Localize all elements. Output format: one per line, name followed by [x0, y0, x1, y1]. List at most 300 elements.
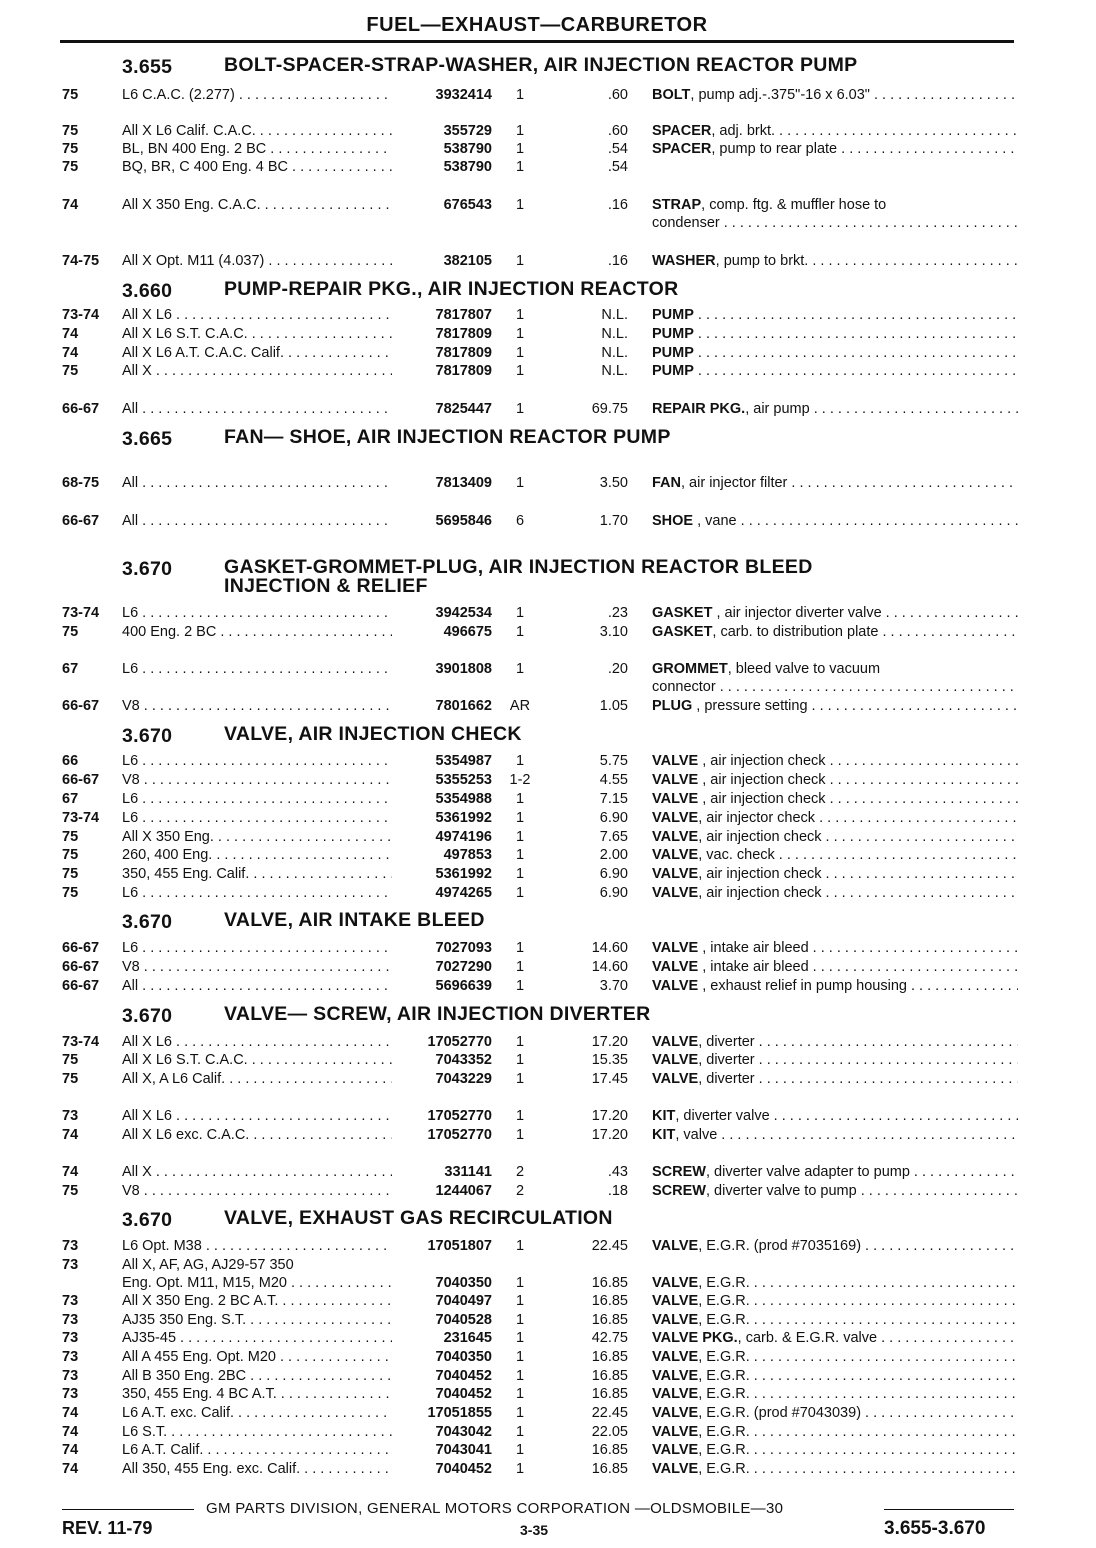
application: All X L6 . . .: [122, 1107, 392, 1126]
part-number: 5354988: [435, 791, 492, 807]
part-number: 17051807: [427, 1238, 492, 1254]
description-name: VALVE: [652, 810, 699, 826]
quantity: 1: [515, 475, 525, 491]
table-row: [62, 86, 1018, 105]
price: 69.75: [591, 401, 628, 417]
description-detail: , air injector diverter valve: [712, 605, 882, 621]
application: L6 Opt. M38 . . .: [122, 1237, 392, 1256]
section-heading: [62, 1209, 1022, 1239]
description-detail: , air injection check: [698, 791, 826, 807]
application: Eng. Opt. M11, M15, M20 . . .: [122, 1274, 392, 1293]
description-name: REPAIR PKG.: [652, 401, 746, 417]
table-row: [62, 1070, 1018, 1089]
section-title: VALVE, AIR INTAKE BLEED: [224, 909, 485, 931]
description-name: VALVE: [652, 959, 699, 975]
part-number: 676543: [443, 197, 492, 213]
part-number: 496675: [443, 624, 492, 640]
description-name: STRAP: [652, 197, 702, 213]
description: [652, 1274, 1018, 1293]
part-number: 7040497: [435, 1293, 492, 1309]
price: 5.75: [599, 753, 628, 769]
application: L6 . . .: [122, 604, 392, 623]
description: [652, 1126, 1018, 1145]
description-name: PLUG: [652, 698, 693, 714]
description-detail: , comp. ftg. & muffler hose to: [701, 197, 887, 213]
part-number: 3932414: [435, 87, 492, 103]
application: L6 C.A.C. (2.277) . . .: [122, 86, 392, 105]
quantity: 1: [515, 1127, 525, 1143]
part-number: 7040452: [435, 1386, 492, 1402]
model-year: 75: [62, 847, 79, 863]
application: AJ35 350 Eng. S.T. . . .: [122, 1311, 392, 1330]
description: [652, 474, 1018, 493]
part-number: 7043042: [435, 1424, 492, 1440]
model-year: 73: [62, 1386, 79, 1402]
table-row: [62, 809, 1018, 828]
application: L6 A.T. Calif. . . .: [122, 1441, 392, 1460]
table-row: [62, 865, 1018, 884]
quantity: 1: [515, 326, 525, 342]
section-number: 3.665: [122, 428, 173, 450]
price: .60: [607, 123, 628, 139]
table-row: [62, 697, 1018, 716]
description-detail: , air injection check: [698, 753, 826, 769]
description: [652, 344, 1018, 363]
description-detail: , E.G.R.: [698, 1312, 750, 1328]
part-number: 4974196: [435, 829, 492, 845]
quantity: 6: [515, 513, 525, 529]
price: 17.20: [591, 1127, 628, 1143]
description-detail: , diverter valve adapter to pump: [705, 1164, 910, 1180]
price: 2.00: [599, 847, 628, 863]
price: 16.85: [591, 1368, 628, 1384]
part-number: 538790: [443, 159, 492, 175]
description-detail: connector: [652, 679, 716, 695]
part-number: 3942534: [435, 605, 492, 621]
quantity: 1: [515, 87, 525, 103]
application: All X 350 Eng. . . .: [122, 828, 392, 847]
description-name: VALVE: [652, 1293, 699, 1309]
part-number: 7027093: [435, 940, 492, 956]
description-name: KIT: [652, 1127, 676, 1143]
quantity: 1: [515, 253, 525, 269]
price: 1.05: [599, 698, 628, 714]
section-title: VALVE, AIR INJECTION CHECK: [224, 723, 522, 745]
model-year: 73-74: [62, 1034, 100, 1050]
description-detail: , diverter: [698, 1071, 755, 1087]
table-row: [62, 214, 1018, 233]
part-number: 497853: [443, 847, 492, 863]
application: 260, 400 Eng. . . .: [122, 846, 392, 865]
description-detail: , diverter: [698, 1034, 755, 1050]
quantity: 1: [515, 1275, 525, 1291]
model-year: 73: [62, 1293, 79, 1309]
price: 7.65: [599, 829, 628, 845]
section-number: 3.670: [122, 1209, 173, 1231]
table-row: [62, 362, 1018, 381]
price: 16.85: [591, 1275, 628, 1291]
table-row: [62, 140, 1018, 159]
description-detail: condenser: [652, 215, 720, 231]
model-year: 74: [62, 345, 79, 361]
application: All A 455 Eng. Opt. M20 . . .: [122, 1348, 392, 1367]
model-year: 73: [62, 1312, 79, 1328]
price: 16.85: [591, 1349, 628, 1365]
description: [652, 1460, 1018, 1479]
table-row: [62, 1423, 1018, 1442]
price: N.L.: [601, 307, 628, 323]
table-row: [62, 306, 1018, 325]
quantity: 1: [515, 1293, 525, 1309]
part-number: 5696639: [435, 978, 492, 994]
quantity: 1: [515, 791, 525, 807]
description-name: PUMP: [652, 363, 694, 379]
description-detail: , E.G.R.: [698, 1442, 750, 1458]
table-row: [62, 1329, 1018, 1348]
price: 17.20: [591, 1108, 628, 1124]
description-detail: , E.G.R.: [698, 1349, 750, 1365]
description: [652, 1385, 1018, 1404]
quantity: 1: [515, 307, 525, 323]
price: .23: [607, 605, 628, 621]
description: [652, 306, 1018, 325]
quantity: 1: [515, 1424, 525, 1440]
quantity: 1: [515, 1071, 525, 1087]
description-name: VALVE: [652, 1071, 699, 1087]
part-number: 7040350: [435, 1275, 492, 1291]
page-header: FUEL—EXHAUST—CARBURETOR: [366, 14, 708, 36]
price: 22.45: [591, 1238, 628, 1254]
price: .16: [607, 197, 628, 213]
model-year: 66-67: [62, 978, 100, 994]
footer-rule-right: [884, 1509, 1014, 1510]
description: [652, 1237, 1018, 1256]
table-row: [62, 1311, 1018, 1330]
model-year: 66-67: [62, 698, 100, 714]
section-number: 3.670: [122, 911, 173, 933]
description: [652, 977, 1018, 996]
description-detail: , air injector filter: [681, 475, 788, 491]
description-detail: , vane: [693, 513, 737, 529]
part-number: 5695846: [435, 513, 492, 529]
table-row: [62, 1292, 1018, 1311]
model-year: 75: [62, 885, 79, 901]
table-row: [62, 400, 1018, 419]
application: 350, 455 Eng. 4 BC A.T. . . .: [122, 1385, 392, 1404]
price: 7.15: [599, 791, 628, 807]
model-year: 73-74: [62, 307, 100, 323]
table-row: [62, 678, 1018, 697]
part-number: 7817809: [435, 345, 492, 361]
application: L6 . . .: [122, 752, 392, 771]
description-detail: , E.G.R. (prod #7035169): [698, 1238, 862, 1254]
part-number: 7817809: [435, 326, 492, 342]
application: 350, 455 Eng. Calif. . . .: [122, 865, 392, 884]
table-row: [62, 252, 1018, 271]
model-year: 66: [62, 753, 79, 769]
price: 16.85: [591, 1461, 628, 1477]
part-number: 7817809: [435, 363, 492, 379]
application: 400 Eng. 2 BC . . .: [122, 623, 392, 642]
section-number: 3.670: [122, 558, 173, 580]
description-detail: , air injection check: [698, 772, 826, 788]
description-detail: , pump adj.-.375"-16 x 6.03": [690, 87, 870, 103]
description-name: VALVE: [652, 1405, 699, 1421]
description-name: VALVE: [652, 866, 699, 882]
model-year: 75: [62, 866, 79, 882]
quantity: 1: [515, 605, 525, 621]
description-detail: , pump to brkt.: [715, 253, 809, 269]
description: [652, 1423, 1018, 1442]
quantity: 1: [515, 1461, 525, 1477]
description-name: PUMP: [652, 307, 694, 323]
description-name: VALVE: [652, 1275, 699, 1291]
footer-rule-left: [62, 1509, 194, 1510]
price: .54: [607, 141, 628, 157]
model-year: 74: [62, 1424, 79, 1440]
section-title: GASKET-GROMMET-PLUG, AIR INJECTION REACTOR BLEED INJECTION & RELIEF: [224, 556, 813, 597]
part-number: 5361992: [435, 810, 492, 826]
model-year: 73-74: [62, 810, 100, 826]
description-name: VALVE: [652, 847, 699, 863]
part-number: 3901808: [435, 661, 492, 677]
description-detail: , carb. to distribution plate: [712, 624, 879, 640]
model-year: 67: [62, 791, 79, 807]
application: BL, BN 400 Eng. 2 BC . . .: [122, 140, 392, 159]
part-number: 5354987: [435, 753, 492, 769]
model-year: 74: [62, 1127, 79, 1143]
price: .18: [607, 1183, 628, 1199]
quantity: 1: [515, 1349, 525, 1365]
description: [652, 512, 1018, 531]
model-year: 66-67: [62, 940, 100, 956]
section-number: 3.670: [122, 725, 173, 747]
quantity: 1: [515, 141, 525, 157]
model-year: 73-74: [62, 605, 100, 621]
model-year: 74-75: [62, 253, 100, 269]
table-row: [62, 1404, 1018, 1423]
description: [652, 86, 1018, 105]
quantity: 1: [515, 940, 525, 956]
description-name: VALVE: [652, 1461, 699, 1477]
description: [652, 604, 1018, 623]
table-row: [62, 884, 1018, 903]
part-number: 5355253: [435, 772, 492, 788]
model-year: 73: [62, 1368, 79, 1384]
application: All X 350 Eng. 2 BC A.T. . . .: [122, 1292, 392, 1311]
part-number: 7043352: [435, 1052, 492, 1068]
application: V8 . . .: [122, 697, 392, 716]
description-name: VALVE: [652, 940, 699, 956]
description: [652, 196, 1018, 215]
description-detail: , E.G.R.: [698, 1386, 750, 1402]
quantity: 1: [515, 345, 525, 361]
model-year: 74: [62, 197, 79, 213]
model-year: 66-67: [62, 772, 100, 788]
description: [652, 1404, 1018, 1423]
table-row: [62, 1051, 1018, 1070]
application: All X, AF, AG, AJ29-57 350: [122, 1257, 294, 1273]
table-row: [62, 623, 1018, 642]
model-year: 75: [62, 1052, 79, 1068]
section-title: BOLT-SPACER-STRAP-WASHER, AIR INJECTION REACTOR PUMP: [224, 54, 858, 76]
application: All X L6 S.T. C.A.C. . . .: [122, 1051, 392, 1070]
model-year: 73: [62, 1349, 79, 1365]
model-year: 75: [62, 1071, 79, 1087]
description-name: VALVE: [652, 772, 699, 788]
description: [652, 1051, 1018, 1070]
description: [652, 1070, 1018, 1089]
application: All X L6 Calif. C.A.C. . . .: [122, 122, 392, 141]
section-heading: [62, 725, 1022, 755]
description: [652, 678, 1018, 697]
model-year: 66-67: [62, 513, 100, 529]
application: All B 350 Eng. 2BC . . .: [122, 1367, 392, 1386]
description: [652, 122, 1018, 141]
table-row: [62, 344, 1018, 363]
table-row: [62, 1367, 1018, 1386]
part-number: 355729: [443, 123, 492, 139]
description-name: VALVE: [652, 1034, 699, 1050]
model-year: 74: [62, 1405, 79, 1421]
quantity: 1: [515, 885, 525, 901]
model-year: 75: [62, 624, 79, 640]
description: [652, 1329, 1018, 1348]
revision-date: REV. 11-79: [62, 1518, 153, 1538]
description-detail: , diverter valve: [675, 1108, 770, 1124]
table-row: [62, 1163, 1018, 1182]
quantity: 1: [515, 1034, 525, 1050]
part-number: 7040452: [435, 1368, 492, 1384]
price: 14.60: [591, 959, 628, 975]
price: 16.85: [591, 1386, 628, 1402]
description-name: BOLT: [652, 87, 691, 103]
application: L6 A.T. exc. Calif. . . .: [122, 1404, 392, 1423]
section-number: 3.660: [122, 280, 173, 302]
model-year: 74: [62, 1164, 79, 1180]
section-heading: [62, 428, 1022, 458]
table-row: [62, 1385, 1018, 1404]
table-row: [62, 828, 1018, 847]
table-row: [62, 604, 1018, 623]
section-number: 3.670: [122, 1005, 173, 1027]
description: [652, 140, 1018, 159]
header-rule: [60, 40, 1014, 43]
price: N.L.: [601, 326, 628, 342]
table-row: [62, 846, 1018, 865]
description-name: VALVE: [652, 1386, 699, 1402]
table-row: [62, 1441, 1018, 1460]
quantity: 1: [515, 753, 525, 769]
table-row: [62, 512, 1018, 531]
application: All X L6 exc. C.A.C. . . .: [122, 1126, 392, 1145]
application: L6 . . .: [122, 660, 392, 679]
part-number: 17052770: [427, 1108, 492, 1124]
application: All . . .: [122, 400, 392, 419]
page-number: 3-35: [520, 1522, 549, 1538]
description-detail: , E.G.R. (prod #7043039): [698, 1405, 862, 1421]
quantity: AR: [509, 698, 531, 714]
description-name: SCREW: [652, 1183, 706, 1199]
price: 3.10: [599, 624, 628, 640]
model-year: 75: [62, 363, 79, 379]
price: 3.70: [599, 978, 628, 994]
quantity: 1: [515, 159, 525, 175]
model-year: 75: [62, 123, 79, 139]
description-name: GASKET: [652, 605, 713, 621]
table-row: [62, 1460, 1018, 1479]
description-name: VALVE: [652, 1052, 699, 1068]
description: [652, 1033, 1018, 1052]
description: [652, 790, 1018, 809]
application: All X L6 A.T. C.A.C. Calif. . . .: [122, 344, 392, 363]
table-row: [62, 660, 1018, 679]
price: 16.85: [591, 1293, 628, 1309]
description-detail: , vac. check: [698, 847, 775, 863]
description: [652, 939, 1018, 958]
model-year: 66-67: [62, 401, 100, 417]
application: All X Opt. M11 (4.037) . . .: [122, 252, 392, 271]
part-number: 7817807: [435, 307, 492, 323]
model-year: 73: [62, 1257, 79, 1273]
footer-publisher: GM PARTS DIVISION, GENERAL MOTORS CORPORATION —OLDSMOBILE—30: [206, 1500, 784, 1517]
description-name: VALVE: [652, 829, 699, 845]
quantity: 1: [515, 123, 525, 139]
model-year: 75: [62, 159, 79, 175]
price: .60: [607, 87, 628, 103]
model-year: 74: [62, 1442, 79, 1458]
description: [652, 1367, 1018, 1386]
quantity: 2: [515, 1183, 525, 1199]
description: [652, 828, 1018, 847]
price: 17.20: [591, 1034, 628, 1050]
application: All X . . .: [122, 362, 392, 381]
price: 42.75: [591, 1330, 628, 1346]
description-name: VALVE: [652, 1424, 699, 1440]
application: V8 . . .: [122, 1182, 392, 1201]
section-title: PUMP-REPAIR PKG., AIR INJECTION REACTOR: [224, 278, 679, 300]
section-title: VALVE, EXHAUST GAS RECIRCULATION: [224, 1207, 613, 1229]
part-number: 1244067: [435, 1183, 492, 1199]
description: [652, 846, 1018, 865]
application: All X L6 S.T. C.A.C. . . .: [122, 325, 392, 344]
part-number: 538790: [443, 141, 492, 157]
description: [652, 362, 1018, 381]
price: .20: [607, 661, 628, 677]
quantity: 1: [515, 661, 525, 677]
description-detail: , air pump: [745, 401, 810, 417]
application: All . . .: [122, 474, 392, 493]
table-row: [62, 1182, 1018, 1201]
description-detail: , pressure setting: [692, 698, 808, 714]
description-name: GASKET: [652, 624, 713, 640]
part-number: 382105: [443, 253, 492, 269]
application: BQ, BR, C 400 Eng. 4 BC . . .: [122, 158, 392, 177]
description-name: KIT: [652, 1108, 676, 1124]
table-row: [62, 1237, 1018, 1256]
description: [652, 884, 1018, 903]
model-year: 73: [62, 1238, 79, 1254]
quantity: 1: [515, 1052, 525, 1068]
description: [652, 1163, 1018, 1182]
description-detail: , air injection check: [698, 885, 822, 901]
part-number: 17052770: [427, 1034, 492, 1050]
model-year: 68-75: [62, 475, 100, 491]
description-name: WASHER: [652, 253, 716, 269]
part-number: 7801662: [435, 698, 492, 714]
part-number: 5361992: [435, 866, 492, 882]
application: AJ35-45 . . .: [122, 1329, 392, 1348]
